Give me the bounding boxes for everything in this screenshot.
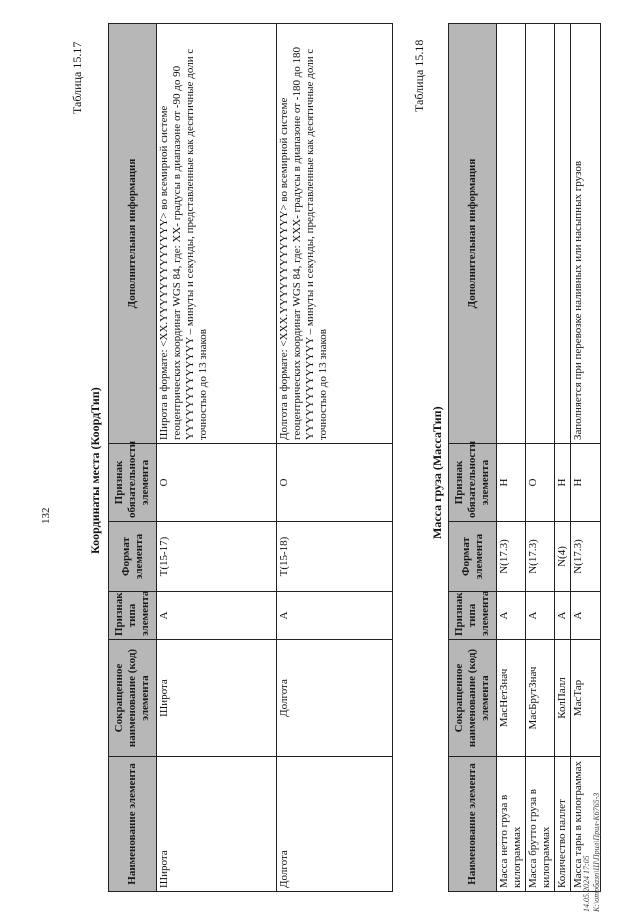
table-15-18-title: Масса груза (МассаТип) [430, 406, 444, 539]
cargo-mass-table [448, 23, 601, 892]
cell-format: N(4) [555, 522, 571, 592]
header-element-name: Наименование элемента [109, 757, 157, 892]
table-15-17-number: Таблица 15.17 [70, 41, 84, 114]
header-element-format: Формат элемента [449, 522, 497, 592]
header-element-type: Признак типа элемента [109, 592, 157, 640]
header-element-code: Сокращенное наименование (код) элемента [109, 640, 157, 757]
cell-info: Долгота в формате: <XXX.YYYYYYYYYYYYY> во всемирной системе геоцентрических координат WGS 84, где: XXX- градусы в диапазоне от -180 до 180 YYYYYYYYYYYYY – минуты и секунды, представленные как десятичные доли с точностью до 13 знаков [277, 24, 393, 444]
cell-info [526, 24, 555, 444]
cell-code: КолПалл [555, 640, 571, 757]
cell-name: Долгота [277, 757, 393, 892]
cell-format: N(17.3) [571, 522, 601, 592]
table-15-18-number: Таблица 15.18 [412, 39, 426, 112]
cell-type: A [555, 592, 571, 640]
cell-info [497, 24, 526, 444]
header-element-code: Сокращенное наименование (код) элемента [449, 640, 497, 757]
cell-name: Количество паллет [555, 757, 571, 892]
header-element-info: Дополнительная информация [109, 24, 157, 444]
cell-format: N(17.3) [526, 522, 555, 592]
header-element-name: Наименование элемента [449, 757, 497, 892]
cell-format: T(15-18) [277, 522, 393, 592]
cell-info [555, 24, 571, 444]
cell-type: A [526, 592, 555, 640]
page-number: 132 [40, 507, 52, 524]
table-row [497, 24, 526, 892]
cell-name: Масса нетто груза в килограммах [497, 757, 526, 892]
cell-info: Широта в формате: <XX.YYYYYYYYYYYYY> во всемирной системе геоцентрических координат WGS 84, где: XX- градусы в диапазоне от -90 до 90 YYYYYYYYYYYYY – минуты и секунды, представленные как десятичные доли с точностью до 13 знаков [157, 24, 277, 444]
cell-required: Н [571, 444, 601, 522]
cell-name: Масса брутто груза в килограммах [526, 757, 555, 892]
table-row [526, 24, 555, 892]
cell-code: МасТар [571, 640, 601, 757]
table-row [571, 24, 601, 892]
cell-code: МасБрутЗнач [526, 640, 555, 757]
document-footer [582, 793, 602, 912]
cell-type: A [497, 592, 526, 640]
header-element-type: Признак типа элемента [449, 592, 497, 640]
cell-required: O [157, 444, 277, 522]
cell-code: Долгота [277, 640, 393, 757]
cell-type: A [277, 592, 393, 640]
cell-required: O [277, 444, 393, 522]
table-row [555, 24, 571, 892]
coordinates-table [108, 23, 393, 892]
header-element-required: Признак обязательности элемента [449, 444, 497, 522]
footer-file-path: К:\отрбазп\Ш\Прил\Прил-К6765-3 [592, 792, 601, 912]
cell-name: Широта [157, 757, 277, 892]
cell-code: МасНетЗнач [497, 640, 526, 757]
cell-type: A [571, 592, 601, 640]
table-row [157, 24, 277, 892]
cell-required: Н [497, 444, 526, 522]
cell-type: A [157, 592, 277, 640]
header-element-info: Дополнительная информация [449, 24, 497, 444]
table-header-row [109, 24, 157, 892]
cell-required: О [526, 444, 555, 522]
footer-timestamp: 14.05.2024 17:05 [582, 855, 591, 912]
cell-name: Масса тары в килограммах [571, 757, 601, 892]
header-element-required: Признак обязательности элемента [109, 444, 157, 522]
table-15-17-title: Координаты места (КоордТип) [88, 387, 102, 554]
cell-code: Широта [157, 640, 277, 757]
table-header-row [449, 24, 497, 892]
cell-format: T(15-17) [157, 522, 277, 592]
cell-format: N(17.3) [497, 522, 526, 592]
cell-required: Н [555, 444, 571, 522]
table-row [277, 24, 393, 892]
cell-info: Заполняется при перевозке наливных или насыпных грузов [571, 24, 601, 444]
header-element-format: Формат элемента [109, 522, 157, 592]
